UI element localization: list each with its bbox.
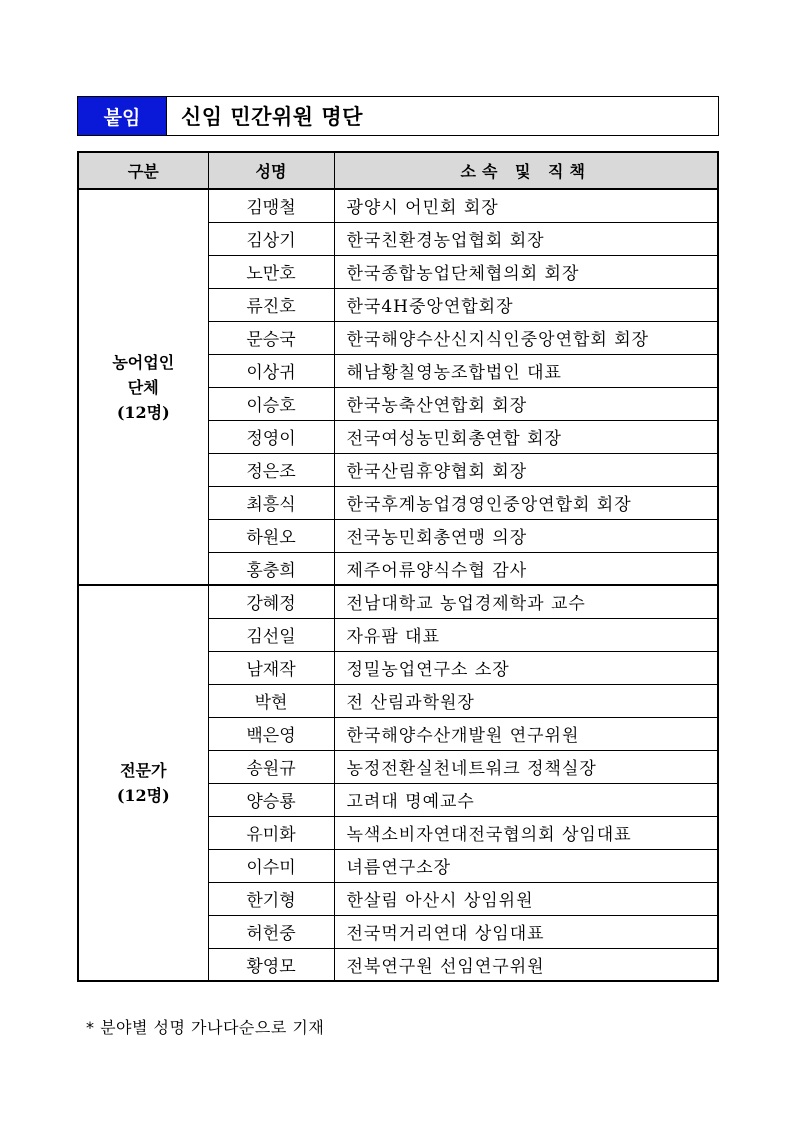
member-name: 이상귀 [208, 354, 334, 387]
footnote: * 분야별 성명 가나다순으로 기재 [86, 1018, 325, 1037]
category-label-line: 전문가 [120, 761, 167, 780]
attachment-badge: 붙임 [78, 97, 167, 135]
member-name: 강혜정 [208, 585, 334, 618]
category-label-line: (12명) [116, 786, 170, 805]
member-name: 김상기 [208, 222, 334, 255]
member-name: 유미화 [208, 816, 334, 849]
member-affiliation: 녹색소비자연대전국협의회 상임대표 [334, 816, 718, 849]
column-header-name: 성명 [208, 152, 334, 189]
column-header-affiliation: 소속 및 직책 [334, 152, 718, 189]
member-name: 류진호 [208, 288, 334, 321]
category-cell [78, 585, 208, 981]
member-affiliation: 정밀농업연구소 소장 [334, 651, 718, 684]
member-name: 문승국 [208, 321, 334, 354]
member-affiliation: 전국여성농민회총연합 회장 [334, 420, 718, 453]
category-label-line: 농어업인 [112, 352, 175, 372]
member-affiliation: 한국해양수산신지식인중앙연합회 회장 [334, 321, 718, 354]
category-label-line: (12명) [116, 402, 170, 422]
page-title: 신임 민간위원 명단 [181, 105, 363, 129]
category-cell [78, 189, 208, 585]
member-name: 한기형 [208, 882, 334, 915]
member-affiliation: 전국농민회총연맹 의장 [334, 519, 718, 552]
member-affiliation: 자유팜 대표 [334, 618, 718, 651]
table-row [78, 585, 718, 618]
member-affiliation: 한국농축산연합회 회장 [334, 387, 718, 420]
member-table [77, 151, 719, 982]
member-affiliation: 농정전환실천네트워크 정책실장 [334, 750, 718, 783]
member-affiliation: 한살림 아산시 상임위원 [334, 882, 718, 915]
member-name: 하원오 [208, 519, 334, 552]
category-label-line: 단체 [127, 377, 159, 397]
member-affiliation: 전 산림과학원장 [334, 684, 718, 717]
table-row [78, 189, 718, 222]
member-name: 이수미 [208, 849, 334, 882]
member-name: 백은영 [208, 717, 334, 750]
member-affiliation: 고려대 명예교수 [334, 783, 718, 816]
table-header-row [78, 152, 718, 189]
member-affiliation: 한국후계농업경영인중앙연합회 회장 [334, 486, 718, 519]
member-name: 김맹철 [208, 189, 334, 222]
member-name: 김선일 [208, 618, 334, 651]
member-affiliation: 제주어류양식수협 감사 [334, 552, 718, 585]
member-affiliation: 전남대학교 농업경제학과 교수 [334, 585, 718, 618]
member-name: 허헌중 [208, 915, 334, 948]
member-name: 양승룡 [208, 783, 334, 816]
table-body [78, 189, 718, 981]
member-name: 송원규 [208, 750, 334, 783]
member-name: 노만호 [208, 255, 334, 288]
member-name: 최흥식 [208, 486, 334, 519]
member-name: 박현 [208, 684, 334, 717]
member-affiliation: 한국종합농업단체협의회 회장 [334, 255, 718, 288]
member-affiliation: 전북연구원 선임연구위원 [334, 948, 718, 981]
member-affiliation: 한국산림휴양협회 회장 [334, 453, 718, 486]
member-affiliation: 한국친환경농업협회 회장 [334, 222, 718, 255]
member-affiliation: 해남황칠영농조합법인 대표 [334, 354, 718, 387]
title-bar [77, 96, 719, 136]
member-affiliation: 전국먹거리연대 상임대표 [334, 915, 718, 948]
member-name: 남재작 [208, 651, 334, 684]
member-affiliation: 한국해양수산개발원 연구위원 [334, 717, 718, 750]
member-affiliation: 광양시 어민회 회장 [334, 189, 718, 222]
member-name: 이승호 [208, 387, 334, 420]
member-name: 홍충희 [208, 552, 334, 585]
member-affiliation: 한국4H중앙연합회장 [334, 288, 718, 321]
member-name: 정은조 [208, 453, 334, 486]
column-header-category: 구분 [78, 152, 208, 189]
member-name: 황영모 [208, 948, 334, 981]
member-affiliation: 녀름연구소장 [334, 849, 718, 882]
member-name: 정영이 [208, 420, 334, 453]
